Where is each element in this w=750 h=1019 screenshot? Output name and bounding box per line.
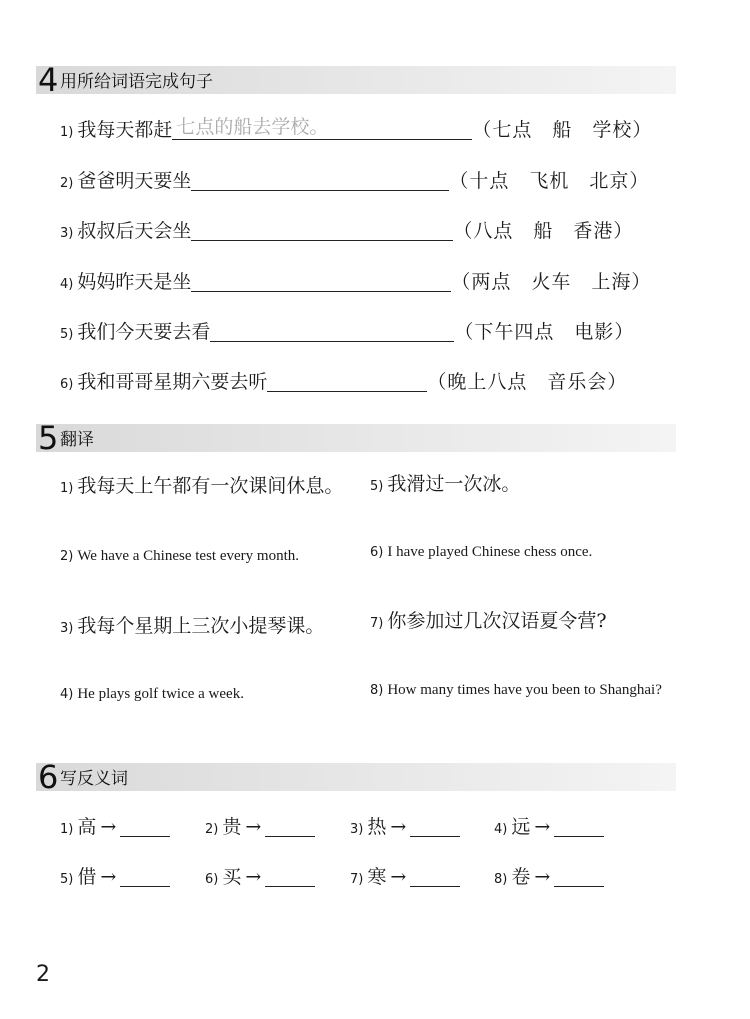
item-text: 我每个星期上三次小提琴课。 <box>77 615 325 637</box>
item-text: 爸爸明天要坐 <box>77 170 192 192</box>
s4-item-5 <box>60 320 634 347</box>
arrow-icon: → <box>100 866 117 888</box>
item-text: We have a Chinese test every month. <box>77 548 299 564</box>
item-text: 叔叔后天会坐 <box>77 220 192 242</box>
s5-item-3 <box>60 614 324 641</box>
item-number: 3) <box>350 822 364 837</box>
item-number: 5) <box>370 479 384 494</box>
item-number: 2) <box>60 176 74 191</box>
item-number: 7) <box>370 616 384 631</box>
answer-blank[interactable] <box>172 116 472 140</box>
item-number: 3) <box>60 621 74 636</box>
s4-item-6 <box>60 370 627 397</box>
answer-blank[interactable] <box>410 816 460 837</box>
item-number: 1) <box>60 822 74 837</box>
s4-item-4 <box>60 270 651 297</box>
section-4-title: 用所给词语完成句子 <box>60 72 213 92</box>
item-word: 热 <box>367 816 387 838</box>
s4-item-2 <box>60 169 649 196</box>
item-number: 5) <box>60 872 74 887</box>
arrow-icon: → <box>390 866 407 888</box>
item-number: 4) <box>60 687 74 702</box>
item-number: 5) <box>60 327 74 342</box>
item-number: 6) <box>370 545 384 560</box>
section-5-header-band <box>36 424 676 452</box>
item-number: 7) <box>350 872 364 887</box>
item-number: 8) <box>370 683 384 698</box>
item-text: 我们今天要去看 <box>77 321 211 343</box>
section-5-number: 5 <box>38 419 59 457</box>
item-number: 1) <box>60 125 74 140</box>
item-word: 卷 <box>511 866 531 888</box>
item-word: 高 <box>77 816 97 838</box>
item-word: 远 <box>511 816 531 838</box>
arrow-icon: → <box>534 816 551 838</box>
answer-blank[interactable] <box>267 371 427 392</box>
answer-blank[interactable] <box>554 866 604 887</box>
item-hint: （晚上八点 音乐会） <box>427 371 628 393</box>
item-text: 我滑过一次冰。 <box>387 473 521 495</box>
answer-blank[interactable] <box>265 816 315 837</box>
answer-blank[interactable] <box>191 271 451 292</box>
s6-item-3 <box>350 815 460 842</box>
answer-blank[interactable] <box>120 866 170 887</box>
item-number: 3) <box>60 226 74 241</box>
item-number: 2) <box>60 549 74 564</box>
item-number: 1) <box>60 481 74 496</box>
item-number: 8) <box>494 872 508 887</box>
answer-blank[interactable] <box>120 816 170 837</box>
handwritten-answer: 七点的船去学校。 <box>176 116 329 138</box>
answer-blank[interactable] <box>410 866 460 887</box>
section-6-header-band <box>36 763 676 791</box>
s5-item-8 <box>370 676 662 703</box>
s4-item-1 <box>60 118 652 145</box>
item-text: How many times have you been to Shanghai? <box>387 682 662 698</box>
s5-item-5 <box>370 472 520 499</box>
section-5-title: 翻译 <box>60 430 94 450</box>
arrow-icon: → <box>245 866 262 888</box>
answer-blank[interactable] <box>210 321 454 342</box>
answer-blank[interactable] <box>191 170 449 191</box>
s4-item-3 <box>60 219 633 246</box>
item-number: 6) <box>60 377 74 392</box>
item-word: 买 <box>222 866 242 888</box>
item-hint: （十点 飞机 北京） <box>449 170 650 192</box>
item-hint: （下午四点 电影） <box>454 321 635 343</box>
item-text: 我每天上午都有一次课间休息。 <box>77 475 344 497</box>
item-text: 妈妈昨天是坐 <box>77 271 192 293</box>
arrow-icon: → <box>534 866 551 888</box>
s5-item-6 <box>370 538 592 565</box>
arrow-icon: → <box>100 816 117 838</box>
s6-item-8 <box>494 865 604 892</box>
item-text: I have played Chinese chess once. <box>387 544 593 560</box>
section-6-title: 写反义词 <box>60 769 128 789</box>
item-word: 寒 <box>367 866 387 888</box>
s6-item-7 <box>350 865 460 892</box>
item-text: 我和哥哥星期六要去听 <box>77 371 268 393</box>
item-text: 你参加过几次汉语夏令营? <box>387 610 607 632</box>
s5-item-2 <box>60 542 299 569</box>
s5-item-7 <box>370 609 607 636</box>
item-hint: （七点 船 学校） <box>472 119 653 141</box>
item-text: He plays golf twice a week. <box>77 686 244 702</box>
answer-blank[interactable] <box>265 866 315 887</box>
answer-blank[interactable] <box>191 220 453 241</box>
answer-blank[interactable] <box>554 816 604 837</box>
item-number: 4) <box>60 277 74 292</box>
s5-item-4 <box>60 680 244 707</box>
item-word: 借 <box>77 866 97 888</box>
item-word: 贵 <box>222 816 242 838</box>
item-number: 2) <box>205 822 219 837</box>
page-number: 2 <box>36 962 50 987</box>
s5-item-1 <box>60 474 343 501</box>
item-number: 6) <box>205 872 219 887</box>
section-4-number: 4 <box>38 61 59 99</box>
arrow-icon: → <box>245 816 262 838</box>
s6-item-6 <box>205 865 315 892</box>
item-hint: （两点 火车 上海） <box>451 271 652 293</box>
s6-item-1 <box>60 815 170 842</box>
item-hint: （八点 船 香港） <box>453 220 634 242</box>
s6-item-5 <box>60 865 170 892</box>
section-6-number: 6 <box>38 758 59 796</box>
s6-item-2 <box>205 815 315 842</box>
s6-item-4 <box>494 815 604 842</box>
arrow-icon: → <box>390 816 407 838</box>
item-text: 我每天都赶 <box>77 119 173 141</box>
item-number: 4) <box>494 822 508 837</box>
